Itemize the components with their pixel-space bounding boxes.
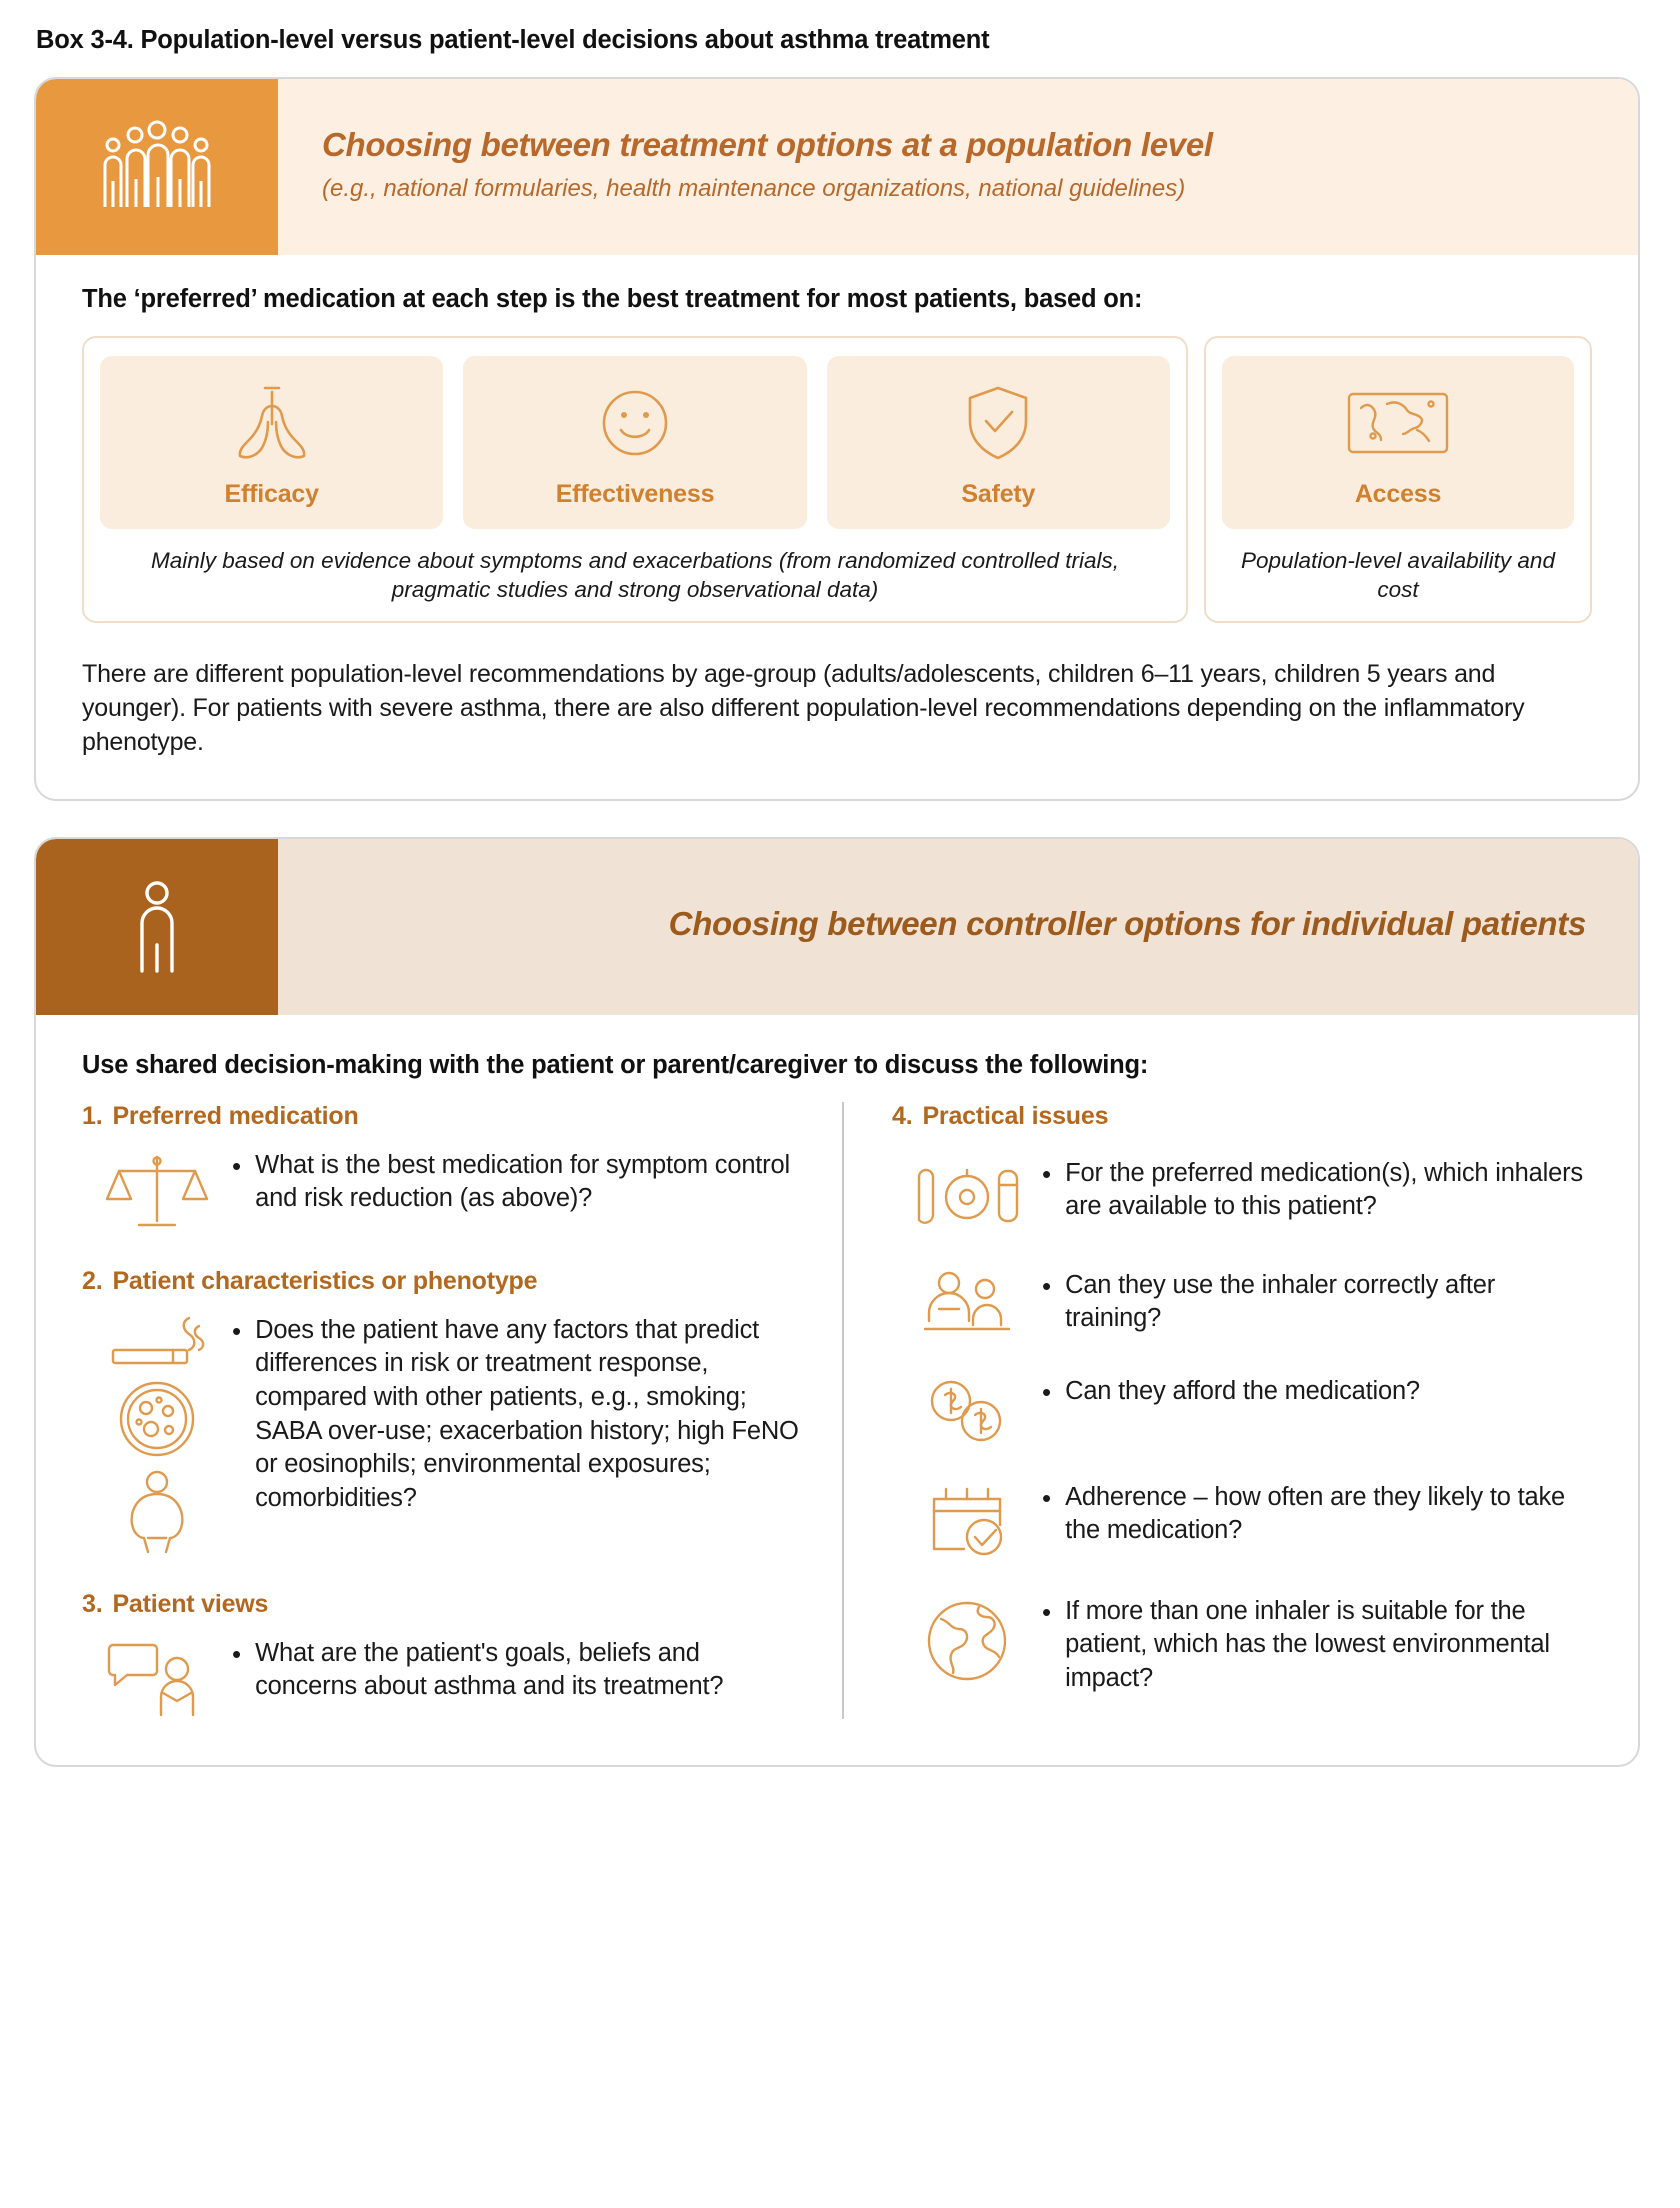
bullet-text-2-1: Does the patient have any factors that predict differences in risk or treatment response, compared with other patients, e.g., smoking; SABA over-use; exacerbation history; high FeNO or eosinophils; environmental exposures; comorbidities? [255,1315,799,1512]
practical-item-afford [892,1369,1592,1447]
population-paragraph: There are different population-level recommendations by age-group (adults/adolescents, children 6–11 years, children 5 years and younger). For patients with severe asthma, there are also different population-level recommendations depending on the inflammatory phenotype. [82,659,1525,756]
individual-columns [82,1102,1592,1719]
bullet-icon: • [232,1315,242,1346]
criteria-label-access: Access [1354,480,1442,508]
bullet-icon: • [232,1150,242,1181]
criteria-group-access [1204,336,1592,623]
criteria-note-evidence: Mainly based on evidence about symptoms and exacerbations (from randomized controlled trials, pragmatic studies and strong observational data) [151,548,1119,602]
bullet-icon: • [1042,1158,1052,1189]
individual-patient-panel [34,837,1640,1767]
balance-scales-icon [82,1143,232,1233]
practical-item-inhalers [892,1151,1592,1235]
coins-icon [892,1369,1042,1447]
practical-text-3: Can they afford the medication? [1065,1376,1420,1405]
population-header-title: Choosing between treatment options at a population level [322,126,1213,164]
section-number-1: 1. [82,1101,103,1130]
bullet-text-3-1: What are the patient's goals, beliefs and concerns about asthma and its treatment? [255,1638,724,1701]
globe-icon [892,1589,1042,1687]
bullet-icon: • [1042,1482,1052,1513]
section-number-4: 4. [892,1101,913,1130]
page-title: Box 3-4. Population-level versus patient-level decisions about asthma treatment [36,26,990,54]
obese-person-icon [118,1468,196,1556]
section-number-2: 2. [82,1266,103,1295]
practical-item-training [892,1263,1592,1341]
population-header-text [278,79,1638,255]
smiley-face-icon [595,380,675,466]
single-person-icon [36,839,278,1015]
criteria-label-safety: Safety [961,480,1036,508]
practical-text-1: For the preferred medication(s), which inhalers are available to this patient? [1065,1158,1583,1221]
left-column [82,1102,842,1719]
individual-header-text [278,839,1638,1015]
training-two-people-icon [892,1263,1042,1341]
criteria-card-efficacy [100,356,443,529]
criteria-label-effectiveness: Effectiveness [555,480,715,508]
individual-panel-header [36,839,1638,1015]
population-panel-header [36,79,1638,255]
criteria-label-efficacy: Efficacy [224,480,319,508]
bullet-text-1-1: What is the best medication for symptom control and risk reduction (as above)? [255,1150,790,1213]
right-column [844,1102,1592,1719]
section-patient-views [82,1590,808,1719]
population-lead-text: The ‘preferred’ medication at each step is the best treatment for most patients, based on: [82,285,1143,313]
criteria-card-access [1222,356,1574,529]
section-title-4: Practical issues [922,1101,1109,1130]
individual-lead-text: Use shared decision-making with the patient or parent/caregiver to discuss the following: [82,1050,1149,1079]
calendar-check-icon [892,1475,1042,1561]
criteria-group-evidence [82,336,1188,623]
section-title-1: Preferred medication [112,1101,359,1130]
section-preferred-medication [82,1102,808,1233]
section-number-3: 3. [82,1589,103,1618]
criteria-card-effectiveness [463,356,806,529]
bullet-icon: • [1042,1376,1052,1407]
section-title-3: Patient views [112,1589,269,1618]
section-title-2: Patient characteristics or phenotype [112,1266,538,1295]
population-panel-body [36,255,1638,799]
section-patient-characteristics [82,1267,808,1556]
practical-text-5: If more than one inhaler is suitable for the patient, which has the lowest environmental impact? [1065,1596,1550,1692]
lungs-icon [229,380,315,466]
criteria-note-access: Population-level availability and cost [1241,548,1555,602]
cigarette-icon [105,1312,209,1370]
group-of-people-icon [36,79,278,255]
individual-panel-body [36,1015,1638,1765]
inhalers-icon [892,1151,1042,1235]
world-map-icon [1343,380,1453,466]
bullet-icon: • [232,1638,242,1669]
practical-text-4: Adherence – how often are they likely to take the medication? [1065,1482,1566,1545]
individual-header-title: Choosing between controller options for individual patients [668,905,1586,943]
bullet-icon: • [1042,1596,1052,1627]
cells-petri-dish-icon [113,1376,201,1462]
practical-text-2: Can they use the inhaler correctly after training? [1065,1270,1496,1333]
criteria-container [82,336,1592,623]
section-head-2 [82,1267,808,1296]
criteria-card-safety [827,356,1170,529]
characteristics-icon-stack [82,1308,232,1556]
practical-item-environment [892,1589,1592,1696]
section-head-4 [892,1102,1592,1131]
section-head-1 [82,1102,808,1131]
bullet-icon: • [1042,1270,1052,1301]
population-header-subtitle: (e.g., national formularies, health maintenance organizations, national guidelines) [322,175,1186,203]
shield-check-icon [962,380,1034,466]
practical-item-adherence [892,1475,1592,1561]
section-head-3 [82,1590,808,1619]
speech-bubble-person-icon [82,1631,232,1719]
population-level-panel [34,77,1640,801]
